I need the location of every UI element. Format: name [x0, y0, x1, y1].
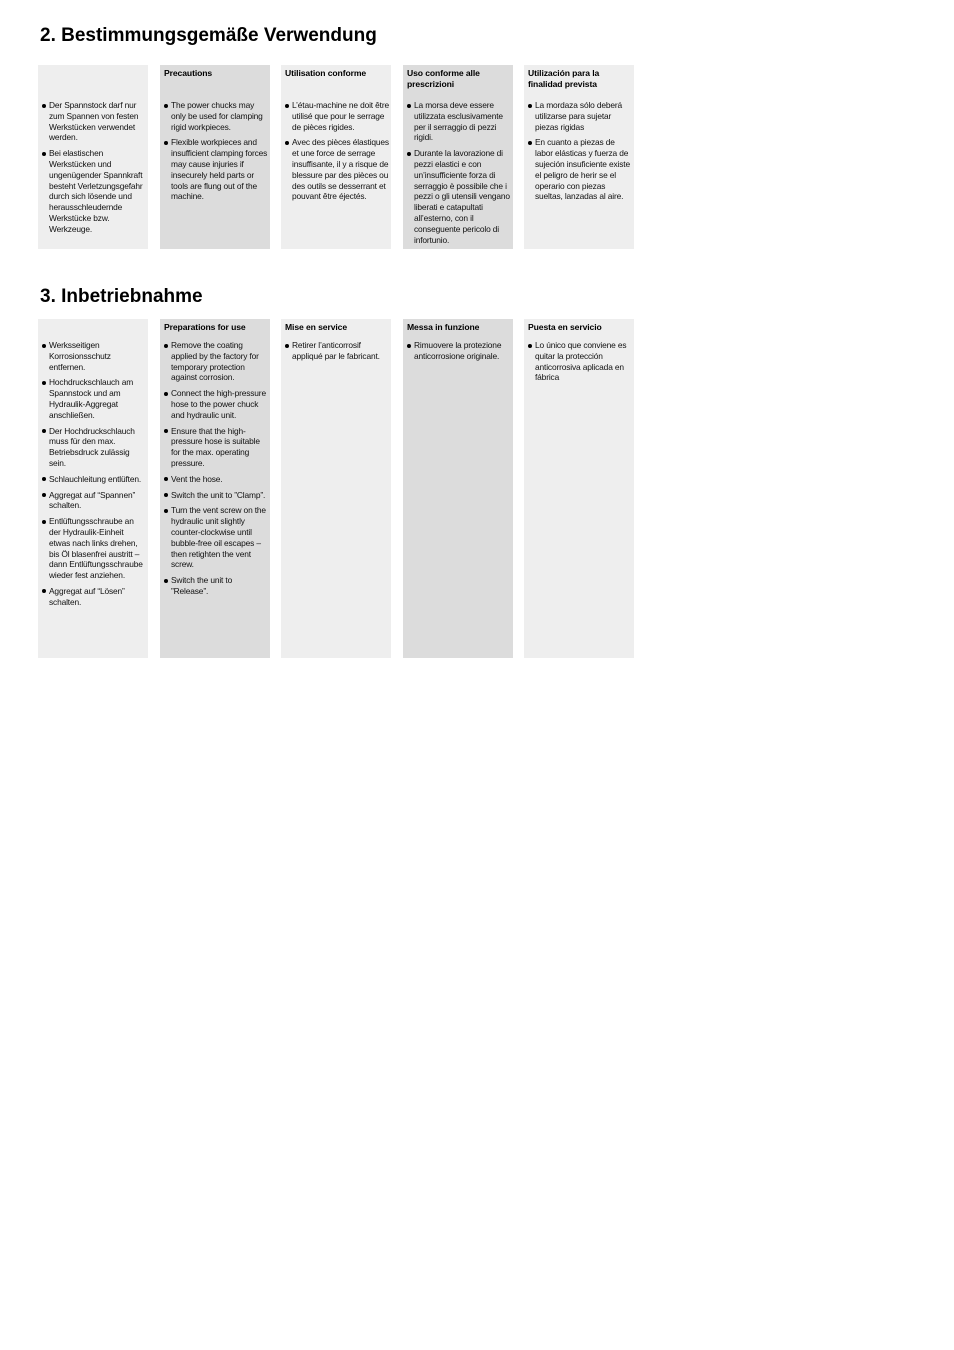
- section-title-commissioning: 3. Inbetriebnahme: [40, 286, 203, 307]
- column-heading: Utilización para la finalidad prevista: [528, 68, 600, 89]
- bullet-list: [163, 100, 268, 202]
- column-english: [160, 65, 270, 249]
- list-item: En cuanto a piezas de labor elásticas y fuerza de sujeción insuficiente existe el peligro de herir se el operario con piezas sueltas, lanzadas al aire.: [527, 137, 632, 202]
- list-item: Turn the vent screw on the hydraulic unit slightly counter-clockwise until bubble-free oil escapes – then retighten the vent screw.: [163, 505, 268, 570]
- column-italian: [403, 319, 513, 658]
- list-item: Aggregat auf “Lösen” schalten.: [41, 586, 146, 608]
- list-item: Aggregat auf “Spannen” schalten.: [41, 490, 146, 512]
- bullet-list: [41, 340, 146, 608]
- bullet-list: [527, 340, 632, 383]
- list-item: Ensure that the high-pressure hose is suitable for the max. operating pressure.: [163, 426, 268, 469]
- list-item: Vent the hose.: [163, 474, 268, 485]
- column-french: [281, 65, 391, 249]
- bullet-list: [406, 340, 511, 362]
- section-title-intended-use: 2. Bestimmungsgemäße Verwendung: [40, 25, 377, 46]
- list-item: Connect the high-pressure hose to the power chuck and hydraulic unit.: [163, 388, 268, 420]
- list-item: Entlüftungsschraube an der Hydraulik-Einheit etwas nach links drehen, bis Öl blasenfrei austritt – dann Entlüftungsschraube wieder fest anziehen.: [41, 516, 146, 581]
- column-heading: Utilisation conforme: [285, 68, 367, 78]
- list-item: Bei elastischen Werkstücken und ungenügender Spannkraft besteht Verletzungsgefahr durch sich lösende und herausschleudernde Werkstücke bzw. Werkzeuge.: [41, 148, 146, 234]
- column-german: [38, 65, 148, 249]
- list-item: Retirer l’anticorrosif appliqué par le fabricant.: [284, 340, 389, 362]
- list-item: The power chucks may only be used for clamping rigid workpieces.: [163, 100, 268, 132]
- bullet-list: [284, 100, 389, 202]
- list-item: La morsa deve essere utilizzata esclusivamente per il serraggio di pezzi rigidi.: [406, 100, 511, 143]
- bullet-list: [527, 100, 632, 202]
- column-heading: Precautions: [164, 68, 213, 78]
- list-item: Der Spannstock darf nur zum Spannen von festen Werkstücken verwendet werden.: [41, 100, 146, 143]
- column-french: [281, 319, 391, 658]
- bullet-list: [284, 340, 389, 362]
- list-item: Remove the coating applied by the factory for temporary protection against corrosion.: [163, 340, 268, 383]
- list-item: Schlauchleitung entlüften.: [41, 474, 146, 485]
- list-item: Avec des pièces élastiques et une force de serrage insuffisante, il y a risque de blessure par des pièces ou des outils se desserrant et pouvant être éjectés.: [284, 137, 389, 202]
- list-item: L’étau-machine ne doit être utilisé que pour le serrage de pièces rigides.: [284, 100, 389, 132]
- column-italian: [403, 65, 513, 249]
- column-english: [160, 319, 270, 658]
- list-item: Flexible workpieces and insufficient clamping forces may cause injuries if insecurely held parts or tools are flung out of the machine.: [163, 137, 268, 202]
- column-spanish: [524, 319, 634, 658]
- list-item: Switch the unit to ”Clamp”.: [163, 490, 268, 501]
- column-heading: Uso conforme alle prescrizioni: [407, 68, 480, 89]
- bullet-list: [163, 340, 268, 597]
- column-heading: [42, 68, 146, 100]
- column-spanish: [524, 65, 634, 249]
- list-item: Lo único que conviene es quitar la protección anticorrosiva aplicada en fábrica: [527, 340, 632, 383]
- bullet-list: [406, 100, 511, 245]
- column-heading: Messa in funzione: [407, 322, 480, 332]
- column-heading: Preparations for use: [164, 322, 246, 332]
- list-item: La mordaza sólo deberá utilizarse para sujetar piezas rigidas: [527, 100, 632, 132]
- list-item: Hochdruckschlauch am Spannstock und am Hydraulik-Aggregat anschließen.: [41, 377, 146, 420]
- list-item: Rimuovere la protezione anticorrosione originale.: [406, 340, 511, 362]
- list-item: Durante la lavorazione di pezzi elastici e con un’insufficiente forza di serraggio è possibile che i pezzi o gli utensili vengano liberati e catapultati all’esterno, con il conseguente pericolo di infortunio.: [406, 148, 511, 245]
- list-item: Switch the unit to ”Release”.: [163, 575, 268, 597]
- column-heading: Puesta en servicio: [528, 322, 602, 332]
- bullet-list: [41, 100, 146, 235]
- list-item: Der Hochdruckschlauch muss für den max. Betriebsdruck zulässig sein.: [41, 426, 146, 469]
- column-heading: [42, 322, 146, 340]
- list-item: Werksseitigen Korrosionsschutz entfernen.: [41, 340, 146, 372]
- column-heading: Mise en service: [285, 322, 348, 332]
- column-german: [38, 319, 148, 658]
